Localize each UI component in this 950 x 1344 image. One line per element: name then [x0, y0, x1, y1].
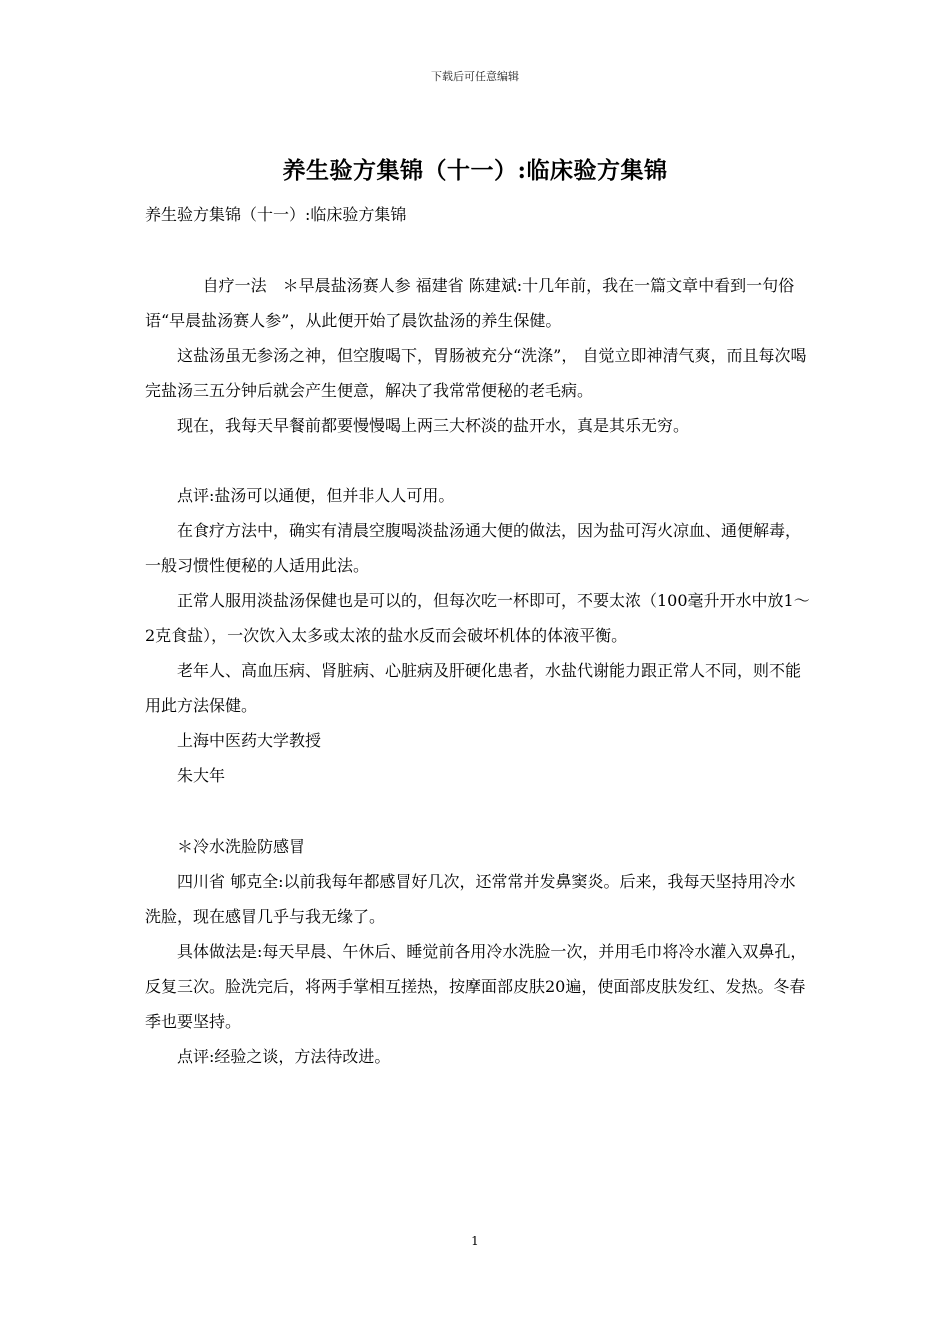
paragraph: 正常人服用淡盐汤保健也是可以的，但每次吃一杯即可，不要太浓（100毫升开水中放1～2克食盐），一次饮入太多或太浓的盐水反而会破坏机体的体液平衡。	[145, 591, 810, 645]
paragraph: 具体做法是:每天早晨、午休后、睡觉前各用冷水洗脸一次，并用毛巾将冷水灌入双鼻孔，反复三次。脸洗完后，将两手掌相互搓热，按摩面部皮肤20遍，使面部皮肤发红、发热。冬春季也要坚持。	[145, 942, 807, 1031]
author-name: 朱大年	[177, 766, 226, 785]
paragraph: 这盐汤虽无参汤之神，但空腹喝下，胃肠被充分“洗涤”， 自觉立即神清气爽，而且每次喝完盐汤三五分钟后就会产生便意，解决了我常常便秘的老毛病。	[145, 346, 807, 400]
paragraph: 现在，我每天早餐前都要慢慢喝上两三大杯淡的盐开水，真是其乐无穷。	[177, 416, 690, 435]
paragraph: 自疗一法 ＊早晨盐汤赛人参 福建省 陈建斌:十几年前，我在一篇文章中看到一句俗语“早晨盐汤赛人参”，从此便开始了晨饮盐汤的养生保健。	[145, 276, 795, 330]
document-body	[145, 268, 810, 1074]
author-affiliation: 上海中医药大学教授	[177, 731, 322, 750]
paragraph: 点评:盐汤可以通便，但并非人人可用。	[177, 486, 455, 505]
paragraph: 在食疗方法中，确实有清晨空腹喝淡盐汤通大便的做法，因为盐可泻火凉血、通便解毒，一般习惯性便秘的人适用此法。	[145, 521, 802, 575]
paragraph: 四川省 郇克全:以前我每年都感冒好几次，还常常并发鼻窦炎。后来，我每天坚持用冷水洗脸，现在感冒几乎与我无缘了。	[145, 872, 796, 926]
paragraph: 点评:经验之谈，方法待改进。	[177, 1047, 391, 1066]
document-subtitle: 养生验方集锦（十一）:临床验方集锦	[145, 205, 407, 224]
header-note: 下载后可任意编辑	[431, 70, 519, 83]
page-number: 1	[471, 1234, 479, 1248]
paragraph: 老年人、高血压病、肾脏病、心脏病及肝硬化患者，水盐代谢能力跟正常人不同，则不能用此方法保健。	[145, 661, 802, 715]
document-title: 养生验方集锦（十一）:临床验方集锦	[282, 157, 668, 184]
section-heading: ＊冷水洗脸防感冒	[177, 837, 306, 856]
